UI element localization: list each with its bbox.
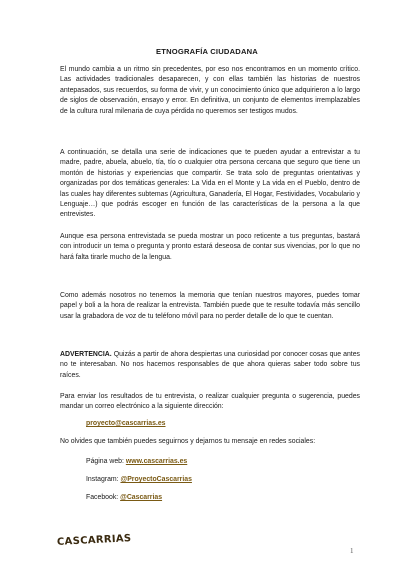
instagram-row <box>86 476 192 483</box>
paragraph-instructions: A continuación, se detalla una serie de indicaciones que te pueden ayudar a entrevistar a tu madre, padre, abuela, abuelo, tía, tío o cualquier otra persona cercana que seguro que tiene un montón de historias y experiencias que compartir. Se trata solo de preguntas orientativas y organizadas por dos temáticas generales: La Vida en el Monte y La vida en el Pueblo, dentro de las cuales hay diferentes subtemas (Agricultura, Ganadería, El Hogar, Festividades, Vocabulario y Lenguaje…) que podrás escoger en función de las características de la persona a la que entrevistes. <box>60 149 360 219</box>
website-link[interactable]: www.cascarrias.es <box>125 458 188 465</box>
page-title: ETNOGRAFÍA CIUDADANA <box>155 47 258 56</box>
warning-text: Quizás a partir de ahora despiertas una curiosidad por conocer cosas que antes no te interesaban. No nos hacemos responsables de que ahora quieras saber todo sobre tus raíces. <box>60 351 360 379</box>
paragraph-reticence: Aunque esa persona entrevistada se pueda mostrar un poco reticente a tus preguntas, bastará con introducir un tema o pregunta y pronto estará deseosa de contar sus vivencias, por lo que no hará falta tirarle mucho de la lengua. <box>60 233 360 261</box>
facebook-link[interactable]: @Cascarrias <box>120 494 163 501</box>
paragraph-warning <box>60 350 360 381</box>
page-number: 1 <box>350 547 354 555</box>
instagram-label: Instagram: <box>86 476 121 483</box>
website-label: Página web: <box>86 458 126 465</box>
website-row <box>86 458 187 465</box>
instagram-link[interactable]: @ProyectoCascarrias <box>120 476 192 483</box>
paragraph-recording: Como además nosotros no tenemos la memoria que tenían nuestros mayores, puedes tomar papel y boli a la hora de realizar la entrevista. También puede que te resulte todavía más sencillo usar la grabadora de voz de tu teléfono móvil para no perder detalle de lo que te cuentan. <box>60 292 360 320</box>
paragraph-contact: Para enviar los resultados de tu entrevista, o realizar cualquier pregunta o sugerencia, puedes mandar un correo electrónico a la siguiente dirección: <box>60 393 360 411</box>
facebook-row <box>86 494 162 501</box>
email-link[interactable]: proyecto@cascarrias.es <box>86 420 166 427</box>
cascarrias-logo: CASCARRIAS <box>56 533 132 548</box>
facebook-label: Facebook: <box>86 494 121 501</box>
warning-label: ADVERTENCIA. <box>60 351 112 358</box>
paragraph-social: No olvides que también puedes seguirnos y dejarnos tu mensaje en redes sociales: <box>60 438 316 445</box>
paragraph-intro: El mundo cambia a un ritmo sin precedentes, por eso nos encontramos en un momento crítico. Las actividades tradicionales desaparecen, y con ellas también las historias de nuestros antepasados, sus recuerdos, su forma de vivir, y un conocimiento único que adquirieron a lo largo de siglos de observación, ensayo y error. En definitiva, un conjunto de elementos irremplazables de la cultura rural milenaria de cuya pérdida no queremos ser testigos mudos. <box>60 66 360 115</box>
